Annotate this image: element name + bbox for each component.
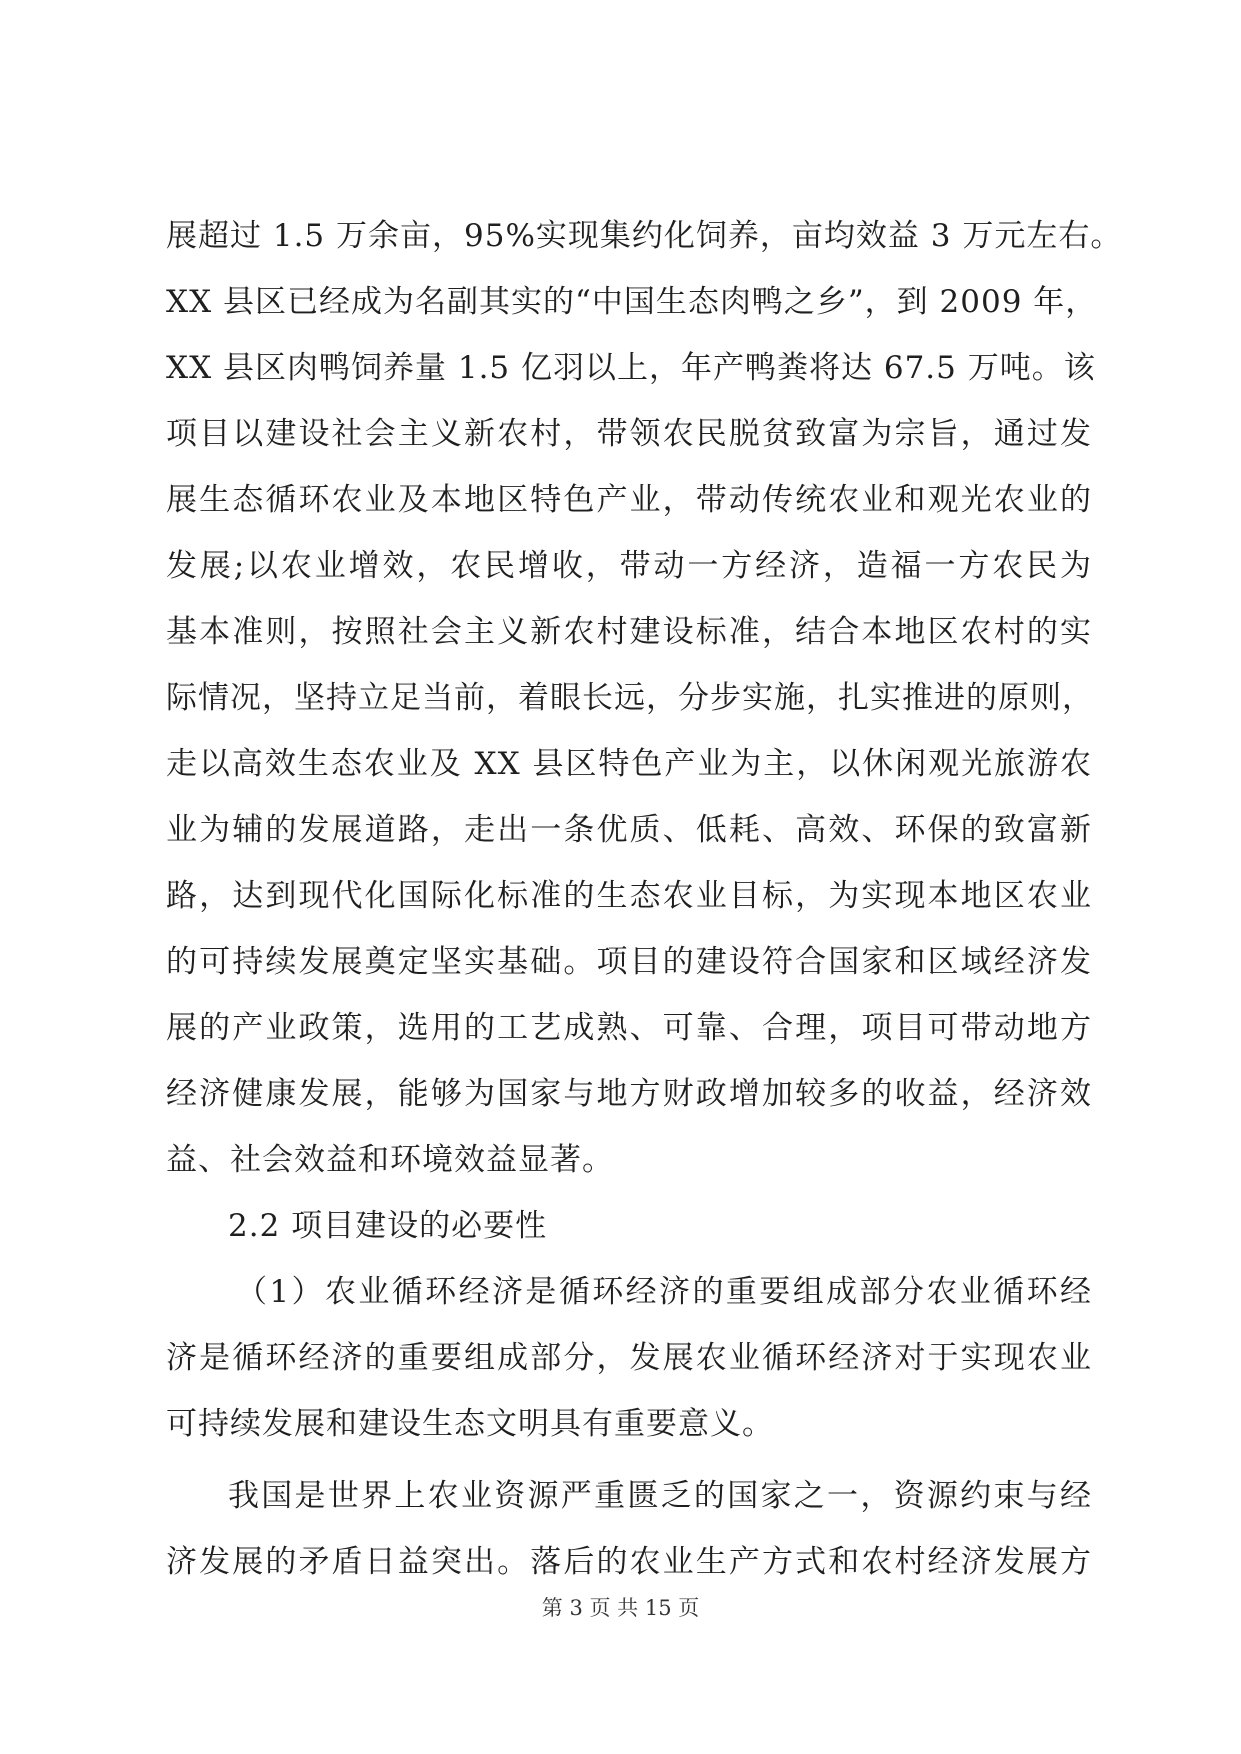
body-line: 基本准则，按照社会主义新农村建设标准，结合本地区农村的实 <box>166 614 1092 650</box>
body-line: 益、社会效益和环境效益显著。 <box>166 1142 614 1178</box>
paragraph-line: 我国是世界上农业资源严重匮乏的国家之一，资源约束与经 <box>228 1478 1092 1514</box>
body-line: 经济健康发展，能够为国家与地方财政增加较多的收益，经济效 <box>166 1076 1092 1112</box>
body-line: XX 县区肉鸭饲养量 1.5 亿羽以上，年产鸭粪将达 67.5 万吨。该 <box>166 350 1096 386</box>
page-number-footer: 第 3 页 共 15 页 <box>541 1596 700 1620</box>
body-line: 展的产业政策，选用的工艺成熟、可靠、合理，项目可带动地方 <box>166 1010 1092 1046</box>
paragraph-line: 济发展的矛盾日益突出。落后的农业生产方式和农村经济发展方 <box>166 1544 1092 1580</box>
paragraph-line: 济是循环经济的重要组成部分，发展农业循环经济对于实现农业 <box>166 1340 1092 1376</box>
body-line: 发展;以农业增效，农民增收，带动一方经济，造福一方农民为 <box>166 548 1092 584</box>
body-line: 展超过 1.5 万余亩，95%实现集约化饲养，亩均效益 3 万元左右。 <box>166 218 1123 254</box>
paragraph-line: 可持续发展和建设生态文明具有重要意义。 <box>166 1406 774 1442</box>
body-line: 际情况，坚持立足当前，着眼长远，分步实施，扎实推进的原则， <box>166 680 1094 716</box>
section-heading: 2.2 项目建设的必要性 <box>228 1208 548 1244</box>
document-body <box>166 203 1123 1595</box>
body-line: 走以高效生态农业及 XX 县区特色产业为主，以休闲观光旅游农 <box>166 746 1092 782</box>
body-line: 业为辅的发展道路，走出一条优质、低耗、高效、环保的致富新 <box>166 812 1092 848</box>
body-line: 展生态循环农业及本地区特色产业，带动传统农业和观光农业的 <box>166 482 1092 518</box>
body-line: 的可持续发展奠定坚实基础。项目的建设符合国家和区域经济发 <box>166 944 1092 980</box>
body-line: 路，达到现代化国际化标准的生态农业目标，为实现本地区农业 <box>166 878 1092 914</box>
paragraph-line: （1）农业循环经济是循环经济的重要组成部分农业循环经 <box>236 1274 1092 1310</box>
body-line: XX 县区已经成为名副其实的“中国生态肉鸭之乡”，到 2009 年， <box>166 284 1098 320</box>
body-line: 项目以建设社会主义新农村，带领农民脱贫致富为宗旨，通过发 <box>166 416 1092 452</box>
